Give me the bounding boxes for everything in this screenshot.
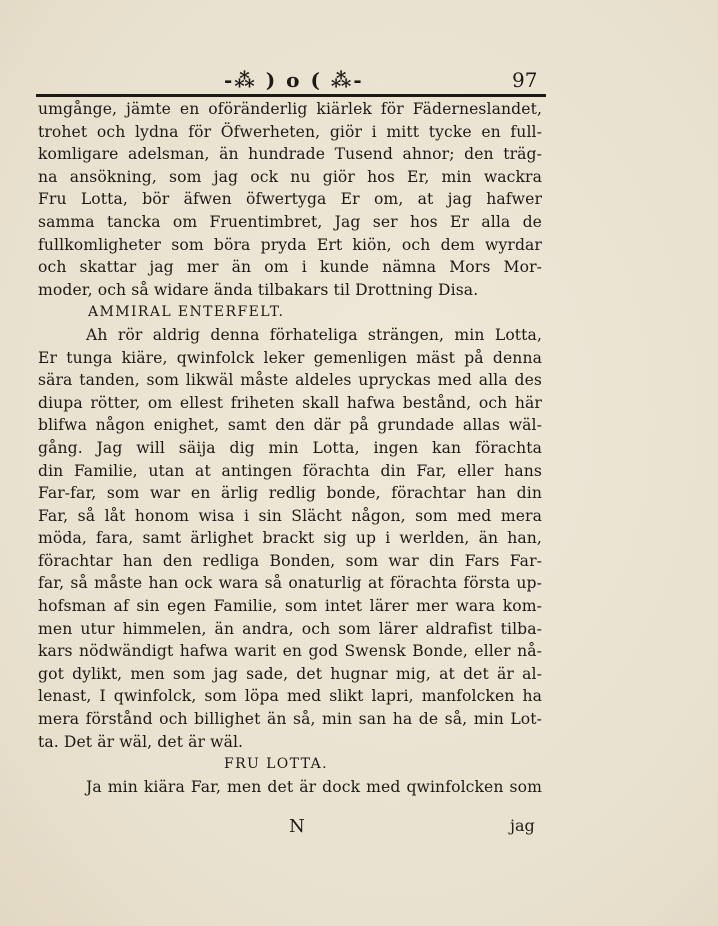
text-line: sära tanden, som likwäl måste aldeles upryckas med alla des — [38, 371, 542, 390]
text-line: far, så måste han ock wara så onaturlig at förachta första up‑ — [38, 574, 542, 593]
text-line: diupa rötter, om ellest friheten skall hafwa bestånd, och här — [38, 393, 542, 412]
catchline — [38, 816, 542, 840]
text-line: förachtar han den redliga Bonden, som war din Fars Far‑ — [38, 551, 542, 570]
text-line: na ansökning, som jag ock nu giör hos Er, min wackra — [38, 167, 542, 186]
running-head — [0, 68, 718, 92]
text-line: komligare adelsman, än hundrade Tusend ahnor; den träg‑ — [38, 145, 542, 164]
text-line: kars nödwändigt hafwa warit en god Swensk Bonde, eller nå‑ — [38, 642, 542, 661]
text-line: got dylikt, men som jag sade, det hugnar mig, at det är al‑ — [38, 664, 542, 683]
text-line: din Familie, utan at antingen förachta din Far, eller hans — [38, 461, 542, 480]
text-line: Far‑far, som war en ärlig redlig bonde, förachtar han din — [38, 484, 542, 503]
text-line: och skattar jag mer än om i kunde nämna Mors Mor‑ — [38, 258, 542, 277]
text-line: blifwa någon enighet, samt den där på grundade allas wäl‑ — [38, 416, 542, 435]
text-line: Ah rör aldrig denna förhateliga strängen, min Lotta, — [86, 325, 542, 344]
signature-mark: N — [289, 816, 305, 837]
text-line: Far, så låt honom wisa i sin Slächt någon, som med mera — [38, 506, 542, 525]
text-line: Ja min kiära Far, men det är dock med qwinfolcken som — [86, 777, 542, 796]
page-number: 97 — [512, 68, 538, 92]
catchword: jag — [510, 816, 535, 835]
text-line: gång. Jag will säija dig min Lotta, ingen kan förachta — [38, 438, 542, 457]
text-line: samma tancka om Fruentimbret, Jag ser hos Er alla de — [38, 212, 542, 231]
text-line: ta. Det är wäl, det är wäl. — [38, 732, 244, 751]
text-line: lenast, I qwinfolck, som löpa med slikt lapri, manfolcken ha — [38, 687, 542, 706]
text-line: Fru Lotta, bör äfwen öfwertyga Er om, at jag hafwer — [38, 190, 542, 209]
text-line: möda, fara, samt ärlighet brackt sig up i werlden, än han, — [38, 529, 542, 548]
text-line: fullkomligheter som böra pryda Ert kiön, och dem wyrdar — [38, 235, 542, 254]
speaker-heading: FRU LOTTA. — [224, 756, 329, 773]
text-line: Er tunga kiäre, qwinfolck leker gemenligen mäst på denna — [38, 348, 542, 367]
text-body — [38, 98, 542, 798]
text-line: moder, och så widare ända tilbakars til Drottning Disa. — [38, 280, 479, 299]
text-line: hofsman af sin egen Familie, som intet lärer mer wara kom‑ — [38, 597, 542, 616]
header-rule — [36, 94, 546, 97]
text-line: trohet och lydna för Öfwerheten, giör i mitt tycke en full‑ — [38, 122, 542, 141]
speaker-heading: AMMIRAL ENTERFELT. — [88, 304, 285, 321]
header-ornament: -⁂ ) o ( ⁂- — [224, 68, 364, 92]
text-line: umgånge, jämte en oföränderlig kiärlek för Fäderneslandet, — [38, 100, 542, 118]
text-line: men utur himmelen, än andra, och som lärer aldrafist tilba‑ — [38, 619, 542, 638]
text-line: mera förstånd och billighet än så, min san ha de så, min Lot‑ — [38, 710, 542, 729]
